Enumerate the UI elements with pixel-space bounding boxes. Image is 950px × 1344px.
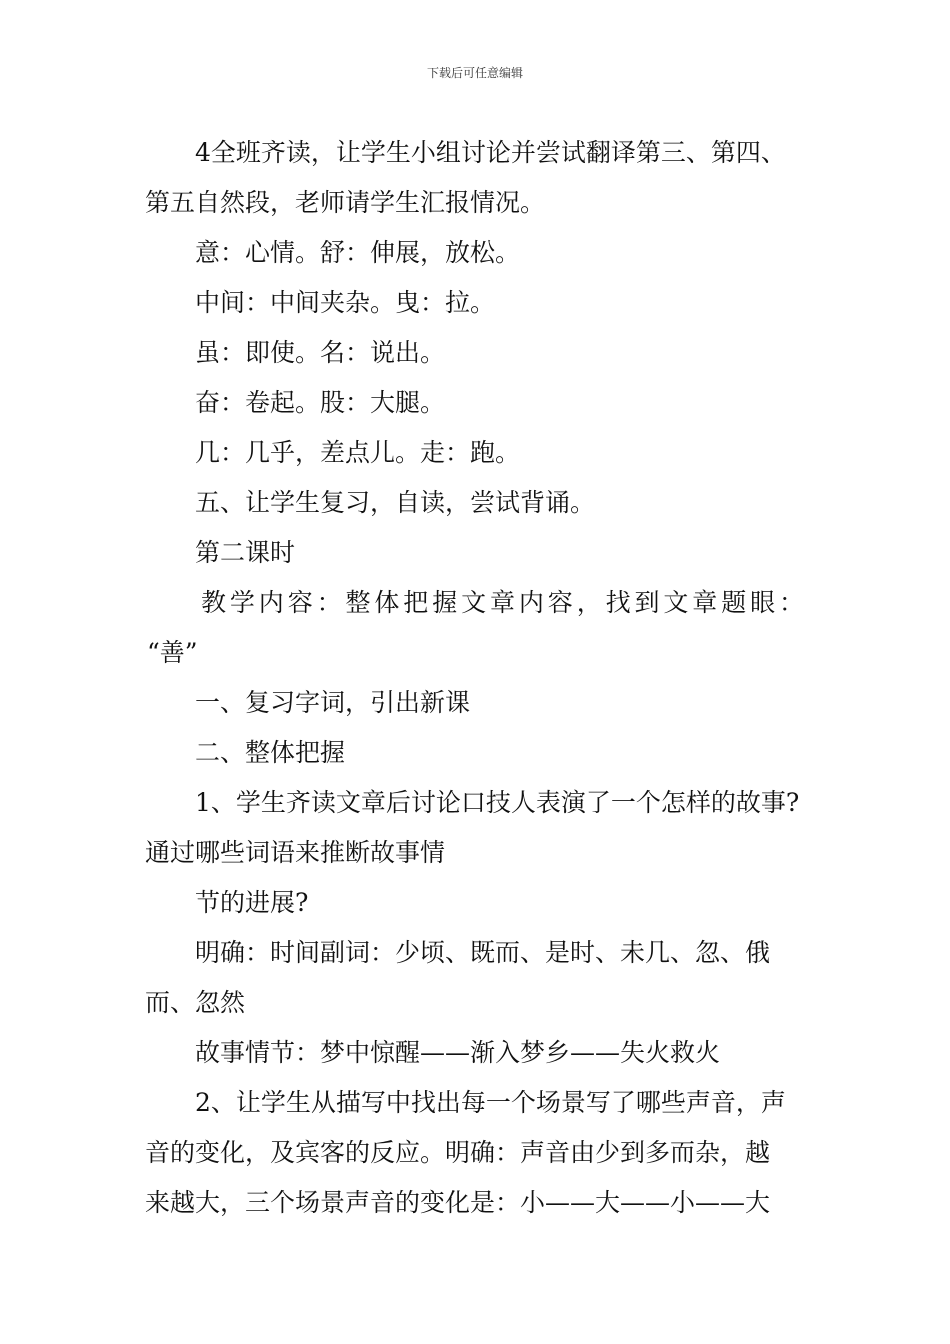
text-line: 明确：时间副词：少顷、既而、是时、未几、忽、俄	[195, 938, 771, 967]
text-line: 中间：中间夹杂。曳：拉。	[195, 288, 496, 317]
text-line: 第五自然段，老师请学生汇报情况。	[145, 188, 546, 217]
text-line: 第二课时	[195, 538, 296, 567]
text-line: 几：几乎，差点儿。走：跑。	[195, 438, 521, 467]
text-line: 教学内容：整体把握文章内容，找到文章题眼：	[201, 588, 804, 617]
text-line: 而、忽然	[145, 988, 246, 1017]
text-line: 通过哪些词语来推断故事情	[145, 838, 446, 867]
text-line: 2、让学生从描写中找出每一个场景写了哪些声音，声	[195, 1088, 786, 1117]
text-line: 4全班齐读，让学生小组讨论并尝试翻译第三、第四、	[195, 138, 786, 167]
page-header-note: 下载后可任意编辑	[426, 66, 523, 80]
text-line: 1、学生齐读文章后讨论口技人表演了一个怎样的故事?	[195, 788, 800, 817]
text-line: “善”	[147, 638, 198, 667]
text-line: 故事情节：梦中惊醒——渐入梦乡——失火救火	[195, 1038, 721, 1067]
text-line: 虽：即使。名：说出。	[195, 338, 446, 367]
text-line: 五、让学生复习，自读，尝试背诵。	[195, 488, 596, 517]
text-line: 来越大，三个场景声音的变化是：小——大——小——大	[145, 1188, 771, 1217]
text-line: 意：心情。舒：伸展，放松。	[195, 238, 521, 267]
text-line: 一、复习字词，引出新课	[195, 688, 471, 717]
text-line: 奋：卷起。股：大腿。	[195, 388, 446, 417]
text-line: 二、整体把握	[195, 738, 346, 767]
text-line: 节的进展?	[195, 888, 309, 917]
text-line: 音的变化，及宾客的反应。明确：声音由少到多而杂，越	[145, 1138, 771, 1167]
document-body	[145, 128, 810, 1228]
